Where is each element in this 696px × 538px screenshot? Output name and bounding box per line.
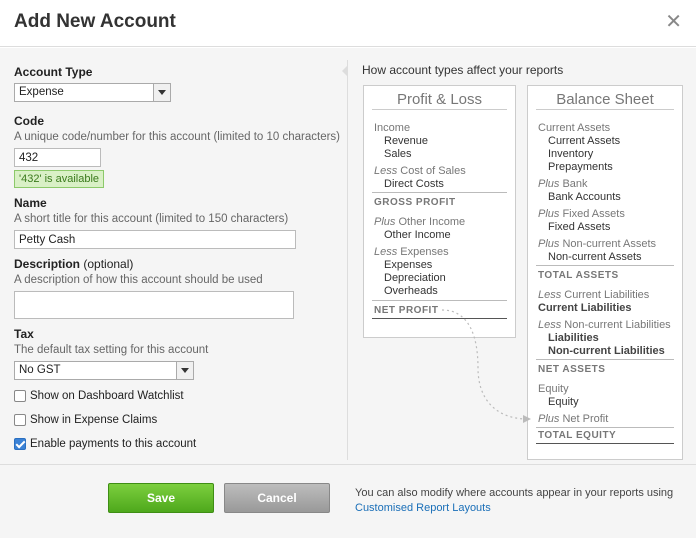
plus-word: Plus xyxy=(538,208,560,220)
bs-noncurrent-liabilities: Non-current Liabilities xyxy=(548,345,665,357)
footer-note xyxy=(355,486,685,516)
pnl-depreciation: Depreciation xyxy=(384,272,446,284)
less-word: Less xyxy=(538,289,562,301)
pnl-overheads: Overheads xyxy=(384,285,438,297)
close-icon[interactable]: ✕ xyxy=(665,11,682,33)
less-word: Less xyxy=(538,319,562,331)
net-profit-connector xyxy=(0,48,696,464)
dashboard-watchlist-label: Show on Dashboard Watchlist xyxy=(30,390,184,402)
description-label-text: Description xyxy=(14,257,81,271)
footer-note-text: You can also modify where accounts appear in your reports using xyxy=(355,487,674,499)
bs-fixed-assets: Fixed Assets xyxy=(548,221,611,233)
plus-word: Plus xyxy=(374,216,396,228)
bs-liabilities: Liabilities xyxy=(548,332,599,344)
code-label: Code xyxy=(14,114,44,128)
tax-label: Tax xyxy=(14,327,34,341)
enable-payments-label: Enable payments to this account xyxy=(30,438,197,450)
pnl-sales: Sales xyxy=(384,148,412,160)
account-type-value: Expense xyxy=(19,86,64,98)
expenses-text: Expenses xyxy=(397,246,449,258)
dialog-body xyxy=(0,48,696,464)
save-button[interactable]: Save xyxy=(108,483,214,513)
bs-bank-accounts: Bank Accounts xyxy=(548,191,621,203)
bs-total-assets: TOTAL ASSETS xyxy=(538,270,619,281)
code-availability-badge: '432' is available xyxy=(14,170,104,188)
dialog-title: Add New Account xyxy=(14,11,176,32)
bs-equity: Equity xyxy=(548,396,579,408)
fixed-text: Fixed Assets xyxy=(559,208,625,220)
bs-total-equity: TOTAL EQUITY xyxy=(538,430,617,441)
name-label: Name xyxy=(14,196,47,210)
net-profit-text: Net Profit xyxy=(559,413,609,425)
balance-sheet-title: Balance Sheet xyxy=(536,86,674,110)
noncurrent-text: Non-current Assets xyxy=(559,238,656,250)
customised-report-layouts-link[interactable]: Customised Report Layouts xyxy=(355,502,491,514)
tax-value: No GST xyxy=(19,364,61,376)
reports-heading: How account types affect your reports xyxy=(362,63,564,77)
other-income-text: Other Income xyxy=(395,216,466,228)
bank-text: Bank xyxy=(559,178,588,190)
less-word: Less xyxy=(374,165,398,177)
name-help: A short title for this account (limited to 150 characters) xyxy=(14,213,289,225)
less-word: Less xyxy=(374,246,398,258)
bs-current-assets: Current Assets xyxy=(548,135,621,147)
pnl-income: Income xyxy=(374,122,411,134)
plus-word: Plus xyxy=(538,178,560,190)
code-help: A unique code/number for this account (limited to 10 characters) xyxy=(14,131,341,143)
plus-word: Plus xyxy=(538,413,560,425)
cancel-button[interactable]: Cancel xyxy=(224,483,330,513)
pnl-gross-profit: GROSS PROFIT xyxy=(374,197,456,208)
bs-net-assets: NET ASSETS xyxy=(538,364,606,375)
pnl-revenue: Revenue xyxy=(384,135,429,147)
noncurrent-liab-text: Non-current Liabilities xyxy=(561,319,671,331)
bs-current-assets-cat: Current Assets xyxy=(538,122,611,134)
bs-inventory: Inventory xyxy=(548,148,594,160)
dialog-footer xyxy=(0,464,696,538)
profit-loss-title: Profit & Loss xyxy=(372,86,507,110)
expense-claims-label: Show in Expense Claims xyxy=(30,414,158,426)
tax-help: The default tax setting for this account xyxy=(14,344,209,356)
pnl-net-profit: NET PROFIT xyxy=(374,305,439,316)
description-help: A description of how this account should be used xyxy=(14,274,263,286)
description-optional: (optional) xyxy=(80,257,134,271)
plus-word: Plus xyxy=(538,238,560,250)
current-liab-text: Current Liabilities xyxy=(561,289,650,301)
pnl-expenses: Expenses xyxy=(384,259,433,271)
bs-noncurrent-assets: Non-current Assets xyxy=(548,251,642,263)
bs-equity-cat: Equity xyxy=(538,383,569,395)
account-type-label: Account Type xyxy=(14,65,93,79)
dialog-header xyxy=(0,0,696,47)
bs-current-liabilities: Current Liabilities xyxy=(538,302,632,314)
pnl-other-income: Other Income xyxy=(384,229,451,241)
cost-of-sales-text: Cost of Sales xyxy=(397,165,466,177)
bs-prepayments: Prepayments xyxy=(548,161,613,173)
pnl-direct-costs: Direct Costs xyxy=(384,178,444,190)
